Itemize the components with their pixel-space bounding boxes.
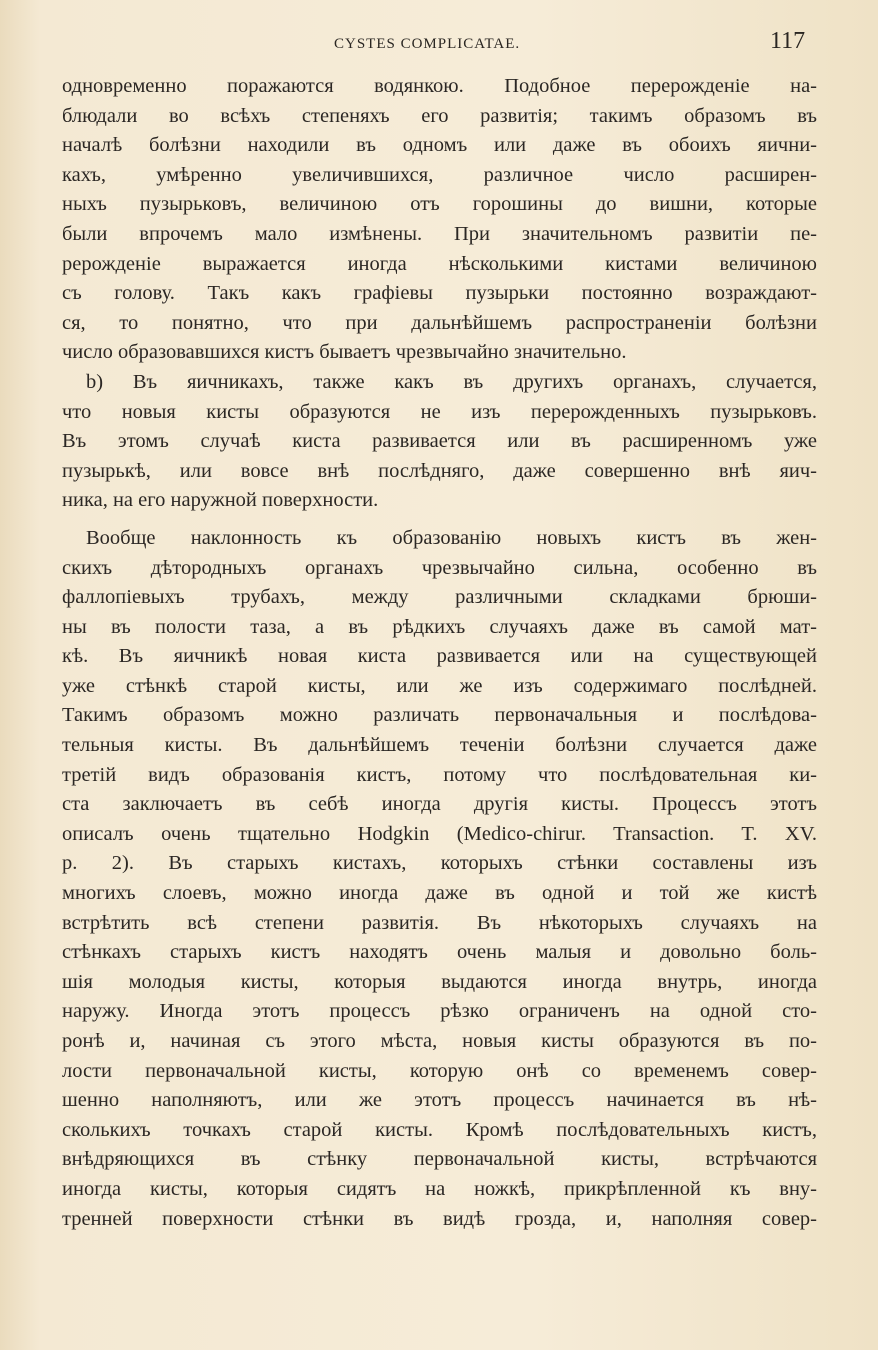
text-line: съ голову. Такъ какъ графіевы пузырьки постоянно возраждают- xyxy=(62,282,817,305)
text-line: Вообще наклонность къ образованію новыхъ кистъ въ жен- xyxy=(86,526,817,549)
text-line: третій видъ образованія кистъ, потому что послѣдовательная ки- xyxy=(62,763,817,786)
running-head: CYSTES COMPLICATAE. xyxy=(334,36,521,52)
paragraph-gap xyxy=(62,516,817,524)
text-line: ны въ полости таза, а въ рѣдкихъ случаяхъ даже въ самой мат- xyxy=(62,615,817,638)
body-text xyxy=(62,72,817,1234)
text-line: наружу. Иногда этотъ процессъ рѣзко ограниченъ на одной сто- xyxy=(62,1000,817,1023)
text-line: Такимъ образомъ можно различать первоначальныя и послѣдова- xyxy=(62,704,817,727)
text-line: одновременно поражаются водянкою. Подобное перерожденіе на- xyxy=(62,75,817,97)
text-line: b) Въ яичникахъ, также какъ въ другихъ органахъ, случается, xyxy=(86,370,817,393)
text-line: ста заключаетъ въ себѣ иногда другія кисты. Процессъ этотъ xyxy=(62,793,817,816)
text-line: лости первоначальной кисты, которую онѣ со временемъ совер- xyxy=(62,1059,817,1082)
text-line: пузырькѣ, или вовсе внѣ послѣдняго, даже совершенно внѣ яич- xyxy=(62,459,817,482)
text-line: ронѣ и, начиная съ этого мѣста, новыя кисты образуются въ по- xyxy=(62,1030,817,1052)
text-line: скихъ дѣтородныхъ органахъ чрезвычайно сильна, особенно въ xyxy=(62,556,817,579)
text-line: были впрочемъ мало измѣнены. При значительномъ развитіи пе- xyxy=(62,222,817,245)
text-line: внѣдряющихся въ стѣнку первоначальной кисты, встрѣчаются xyxy=(62,1148,817,1171)
page-header xyxy=(0,28,878,58)
text-line: кѣ. Въ яичникѣ новая киста развивается или на существующей xyxy=(62,645,817,668)
text-line: описалъ очень тщательно Hodgkin (Medico-chirur. Transaction. T. XV. xyxy=(62,822,817,845)
text-line: тельныя кисты. Въ дальнѣйшемъ теченіи болѣзни случается даже xyxy=(62,734,817,757)
text-line: шенно наполняютъ, или же этотъ процессъ начинается въ нѣ- xyxy=(62,1089,817,1112)
page-number: 117 xyxy=(770,28,806,54)
text-line: рерожденіе выражается иногда нѣсколькими кистами величиною xyxy=(62,252,817,275)
text-line: стѣнкахъ старыхъ кистъ находятъ очень малыя и довольно боль- xyxy=(62,941,817,964)
text-line: ся, то понятно, что при дальнѣйшемъ распространеніи болѣзни xyxy=(62,311,817,334)
text-line: началѣ болѣзни находили въ одномъ или даже въ обоихъ яични- xyxy=(62,134,817,157)
text-line: уже стѣнкѣ старой кисты, или же изъ содержимаго послѣдней. xyxy=(62,674,817,697)
text-line: сколькихъ точкахъ старой кисты. Кромѣ послѣдовательныхъ кистъ, xyxy=(62,1118,817,1141)
text-line: иногда кисты, которыя сидятъ на ножкѣ, прикрѣпленной къ вну- xyxy=(62,1177,817,1200)
text-line: шія молодыя кисты, которыя выдаются иногда внутрь, иногда xyxy=(62,970,817,993)
text-line: встрѣтить всѣ степени развитія. Въ нѣкоторыхъ случаяхъ на xyxy=(62,911,817,934)
text-line: многихъ слоевъ, можно иногда даже въ одной и той же кистѣ xyxy=(62,882,817,905)
text-line: число образовавшихся кистъ бываетъ чрезвычайно значительно. xyxy=(62,341,627,364)
text-line: тренней поверхности стѣнки въ видѣ грозда, и, наполняя совер- xyxy=(62,1207,817,1230)
text-line: ника, на его наружной поверхности. xyxy=(62,489,379,512)
text-line: фаллопіевыхъ трубахъ, между различными складками брюши- xyxy=(62,586,817,609)
text-line: что новыя кисты образуются не изъ перерожденныхъ пузырьковъ. xyxy=(62,400,817,423)
text-line: p. 2). Въ старыхъ кистахъ, которыхъ стѣнки составлены изъ xyxy=(62,852,817,875)
text-line: Въ этомъ случаѣ киста развивается или въ расширенномъ уже xyxy=(62,430,817,453)
text-line: кахъ, умѣренно увеличившихся, различное число расширен- xyxy=(62,163,817,186)
text-line: блюдали во всѣхъ степеняхъ его развитія; такимъ образомъ въ xyxy=(62,104,817,127)
text-line: ныхъ пузырьковъ, величиною отъ горошины до вишни, которые xyxy=(62,193,817,216)
